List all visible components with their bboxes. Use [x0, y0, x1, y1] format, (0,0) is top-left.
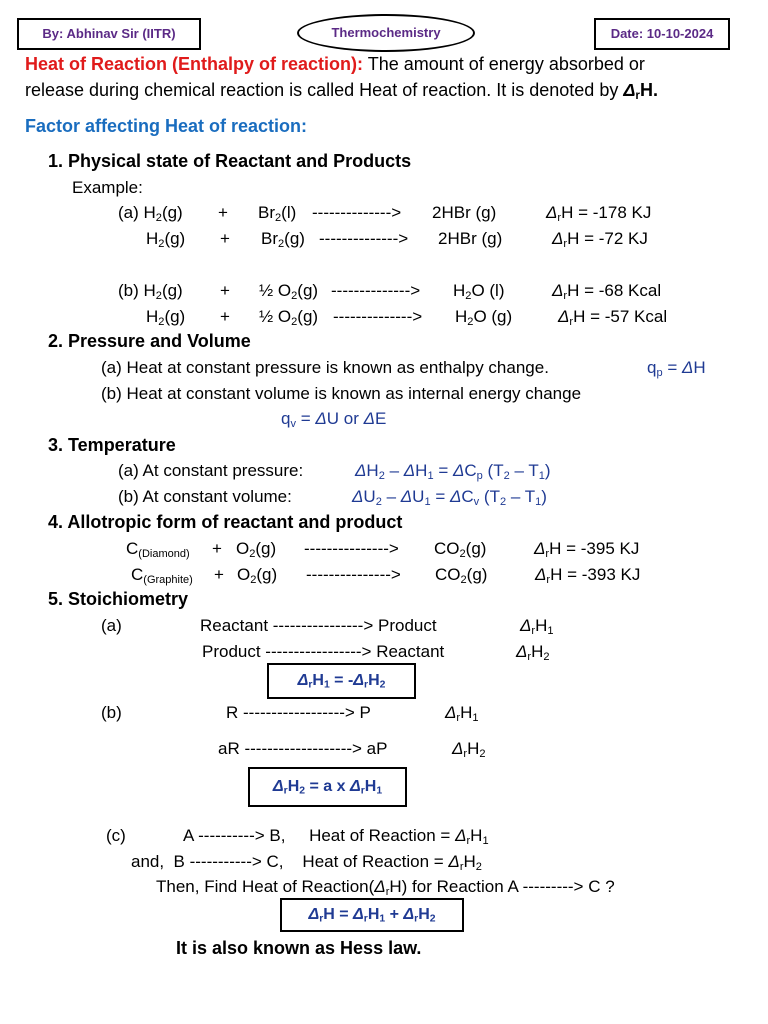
eq-a2-plus: + — [220, 229, 230, 248]
s4-r1-c: $C_{(Diamond)}$ — [126, 539, 190, 560]
s4-r2-dh: $\Delta_rH = -393$ KJ — [535, 565, 641, 586]
s5-b-r2-dh: $\Delta_rH_2$ — [452, 739, 486, 760]
eq-b2-arrow: --------------> — [333, 307, 423, 326]
definition-term: Heat of Reaction (Enthalpy of reaction): — [25, 54, 364, 74]
s5-a-r2-dh: $\Delta_rH_2$ — [516, 642, 550, 663]
eq-a2-arrow: --------------> — [319, 229, 409, 248]
eq-b1-arrow: --------------> — [331, 281, 421, 300]
eq-b2-lhs: $H_2(g)$ — [146, 307, 186, 328]
eq-a1-lhs: (a) $H_2(g)$ — [118, 203, 183, 224]
s4-r1-arrow: ---------------> — [304, 539, 399, 558]
s2-a-text: (a) Heat at constant pressure is known as enthalpy change. — [101, 358, 549, 377]
definition-symbol: $\Delta_rH$. — [623, 80, 658, 102]
s4-r1-dh: $\Delta_rH = -395$ KJ — [534, 539, 640, 560]
eq-a2-lhs: $H_2(g)$ — [146, 229, 186, 250]
eq-b1-r2: ½ $O_2(g)$ — [259, 281, 319, 302]
topic-text: Thermochemistry — [331, 25, 441, 40]
eq-b2-r2: ½ $O_2(g)$ — [259, 307, 319, 328]
section1-heading: 1. Physical state of Reactant and Products — [48, 151, 412, 171]
s4-r2-arrow: ---------------> — [306, 565, 401, 584]
s5-b-r1-dh: $\Delta_rH_1$ — [445, 703, 479, 724]
definition-line1 — [25, 55, 645, 75]
s5-b-box: $\Delta_rH_2 = a$ x $\Delta_rH_1$ — [248, 767, 407, 807]
definition-text-1: The amount of energy absorbed or — [363, 54, 645, 74]
s2-b-text: (b) Heat at constant volume is known as internal energy change — [101, 384, 582, 403]
s4-r1-prod: $CO_2(g)$ — [434, 539, 487, 560]
section4-heading: 4. Allotropic form of reactant and product — [48, 512, 403, 532]
author-text: By: Abhinav Sir (IITR) — [42, 26, 176, 41]
example-label: Example: — [72, 178, 143, 197]
s5-b-r2: aR -------------------> aP — [218, 739, 388, 758]
hess-law-note: It is also known as Hess law. — [176, 938, 422, 958]
s5-a-r1-dh: $\Delta_rH_1$ — [520, 616, 554, 637]
eq-a2-dh: $\Delta_rH = -72$ KJ — [552, 229, 648, 250]
s4-r1-plus: + — [212, 539, 222, 558]
eq-a2-prod: 2HBr (g) — [438, 229, 503, 248]
eq-a1-arrow: --------------> — [312, 203, 402, 222]
s4-r2-plus: + — [214, 565, 224, 584]
date-text: Date: 10-10-2024 — [610, 26, 714, 41]
section5-heading: 5. Stoichiometry — [48, 589, 189, 609]
s5-c-box: $\Delta_rH = \Delta_rH_1 + \Delta_rH_2$ — [280, 898, 464, 932]
section3-heading: 3. Temperature — [48, 435, 176, 455]
s4-r1-o2: $O_2(g)$ — [236, 539, 277, 560]
s4-r2-prod: $CO_2(g)$ — [435, 565, 488, 586]
eq-b2-prod: $H_2O$ (g) — [455, 307, 513, 328]
s5-a-label: (a) — [101, 616, 122, 635]
s5-c-question: Then, Find Heat of $Reaction(\Delta_rH)$ for Reaction A ---------> C ? — [156, 877, 615, 898]
s4-r2-o2: $O_2(g)$ — [237, 565, 278, 586]
eq-b1-dh: $\Delta_rH = -68$ Kcal — [552, 281, 662, 302]
eq-a2-r2: $Br_2(g)$ — [261, 229, 305, 250]
section2-heading: 2. Pressure and Volume — [48, 331, 251, 351]
s5-c-r2: and, B -----------> C, Heat of Reaction = $\Delta_rH_2$ — [131, 852, 482, 873]
s5-b-r1: R ------------------> P — [226, 703, 371, 722]
eq-a1-r2: $Br_2(l)$ — [258, 203, 297, 224]
eq-b1-prod: $H_2O$ (l) — [453, 281, 505, 302]
s3-b-text: (b) At constant volume: — [118, 487, 292, 506]
eq-b1-lhs: (b) $H_2(g)$ — [118, 281, 183, 302]
eq-a1-prod: 2HBr (g) — [432, 203, 497, 222]
eq-b2-plus: + — [220, 307, 230, 326]
s5-a-r2: Product -----------------> Reactant — [202, 642, 445, 661]
s3-a-text: (a) At constant pressure: — [118, 461, 304, 480]
s5-a-r1: Reactant ----------------> Product — [200, 616, 437, 635]
s4-r2-c: $C_{(Graphite)}$ — [131, 565, 193, 586]
author-box — [17, 18, 201, 50]
s5-a-box: $\Delta_rH_1 = -\Delta_rH_2$ — [267, 663, 416, 699]
s2-a-formula: $q_p = \Delta H$ — [647, 358, 706, 379]
eq-a1-plus: + — [218, 203, 228, 222]
date-box — [594, 18, 730, 50]
eq-a1-dh: $\Delta_rH = -178$ KJ — [546, 203, 652, 224]
eq-b2-dh: $\Delta_rH = -57$ Kcal — [558, 307, 668, 328]
definition-line2 — [25, 81, 658, 103]
factors-title: Factor affecting Heat of reaction: — [25, 116, 308, 136]
s3-a-formula: $\Delta H_2 - \Delta H_1 = \Delta C_p$ $(T_2 - T_1)$ — [355, 461, 551, 482]
topic-oval — [297, 14, 475, 52]
s2-b-formula: $q_v = \Delta U$ or ΔE — [281, 409, 387, 430]
s5-c-r1: A ----------> B, Heat of Reaction = $\Delta_rH_1$ — [183, 826, 489, 847]
definition-text-2: release during chemical reaction is called Heat of reaction. It is denoted by — [25, 80, 624, 100]
s3-b-formula: $\Delta U_2 - \Delta U_1 = \Delta C_v$ $(T_2 - T_1)$ — [352, 487, 547, 508]
eq-b1-plus: + — [220, 281, 230, 300]
s5-c-label: (c) — [106, 826, 126, 845]
s5-b-label: (b) — [101, 703, 122, 722]
